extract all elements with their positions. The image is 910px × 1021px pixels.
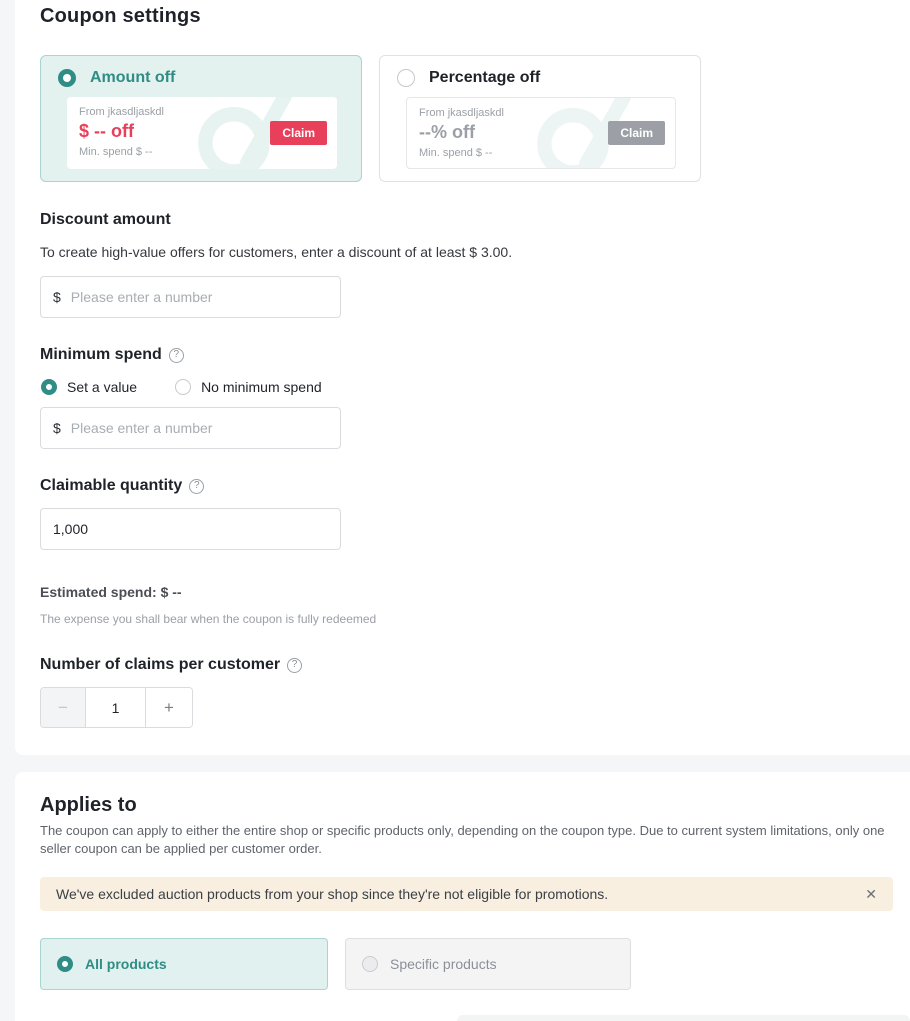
discount-amount-input[interactable] (71, 289, 328, 305)
discount-amount-label (40, 211, 171, 229)
specific-products-radio-icon[interactable] (362, 956, 378, 972)
product-scope-options (40, 938, 631, 990)
coupon-settings-panel (15, 0, 910, 755)
close-icon[interactable]: ✕ (865, 886, 877, 902)
banner-text: We've excluded auction products from your shop since they're not eligible for promotions. (56, 886, 609, 902)
preview-claim-button: Claim (608, 121, 665, 145)
help-icon[interactable]: ? (189, 479, 204, 494)
currency-prefix: $ (53, 289, 61, 305)
claims-per-customer-label-text: Number of claims per customer (40, 656, 281, 673)
coupon-type-options (40, 55, 701, 182)
amount-off-label: Amount off (90, 69, 176, 86)
claimable-quantity-label (40, 477, 204, 495)
percentage-off-coupon-preview (406, 97, 676, 169)
specific-products-option[interactable] (345, 938, 631, 990)
all-products-radio-icon[interactable] (57, 956, 73, 972)
help-icon[interactable]: ? (169, 348, 184, 363)
discount-amount-hint: To create high-value offers for customers, enter a discount of at least $ 3.00. (40, 244, 513, 260)
coupon-type-percentage-off[interactable] (379, 55, 701, 182)
claims-per-customer-label (40, 656, 302, 674)
estimated-spend-text: Estimated spend: $ -- (40, 584, 182, 600)
minimum-spend-field[interactable] (40, 407, 341, 449)
page-title: Coupon settings (40, 5, 201, 27)
no-minimum-spend-radio-icon[interactable] (175, 379, 191, 395)
applies-to-panel (15, 772, 910, 1021)
all-products-option[interactable] (40, 938, 328, 990)
percentage-off-radio-icon[interactable] (397, 69, 415, 87)
claimable-quantity-field[interactable] (40, 508, 341, 550)
stepper-increment-button[interactable]: + (146, 688, 192, 727)
amount-off-coupon-preview (67, 97, 337, 169)
help-icon[interactable]: ? (287, 658, 302, 673)
all-products-label: All products (85, 956, 167, 972)
preview-from-text: From jkasdljaskdl (79, 106, 164, 118)
preview-min-spend-text: Min. spend $ -- (79, 146, 153, 158)
claimable-quantity-input[interactable] (53, 521, 328, 537)
percentage-off-label: Percentage off (429, 69, 541, 86)
no-minimum-spend-label[interactable]: No minimum spend (201, 379, 322, 395)
next-section-edge (457, 1015, 910, 1021)
estimated-spend-hint: The expense you shall bear when the coupon is fully redeemed (40, 612, 377, 626)
currency-prefix: $ (53, 420, 61, 436)
stepper-decrement-button[interactable]: − (41, 688, 86, 727)
discount-amount-label-text: Discount amount (40, 211, 171, 228)
preview-from-text: From jkasdljaskdl (419, 107, 504, 119)
preview-min-spend-text: Min. spend $ -- (419, 147, 493, 159)
minimum-spend-radio-group (41, 379, 322, 395)
minimum-spend-label-text: Minimum spend (40, 346, 162, 363)
amount-off-radio-icon[interactable] (58, 69, 76, 87)
claims-per-customer-stepper (40, 687, 193, 728)
claimable-quantity-label-text: Claimable quantity (40, 477, 183, 494)
applies-to-description: The coupon can apply to either the entire shop or specific products only, depending on the coupon type. Due to current system limitations, only one seller coupon can be applied per customer order. (40, 823, 885, 856)
preview-value-text: --% off (419, 122, 475, 142)
preview-value-text: $ -- off (79, 121, 134, 141)
set-a-value-label[interactable]: Set a value (67, 379, 138, 395)
minimum-spend-label (40, 346, 184, 364)
set-a-value-radio-icon[interactable] (41, 379, 57, 395)
stepper-value[interactable]: 1 (86, 688, 146, 727)
specific-products-label: Specific products (390, 956, 497, 972)
discount-amount-field[interactable] (40, 276, 341, 318)
excluded-products-banner (40, 877, 893, 911)
coupon-type-amount-off[interactable] (40, 55, 362, 182)
minimum-spend-input[interactable] (71, 420, 328, 436)
preview-claim-button: Claim (270, 121, 327, 145)
applies-to-title: Applies to (40, 794, 137, 816)
